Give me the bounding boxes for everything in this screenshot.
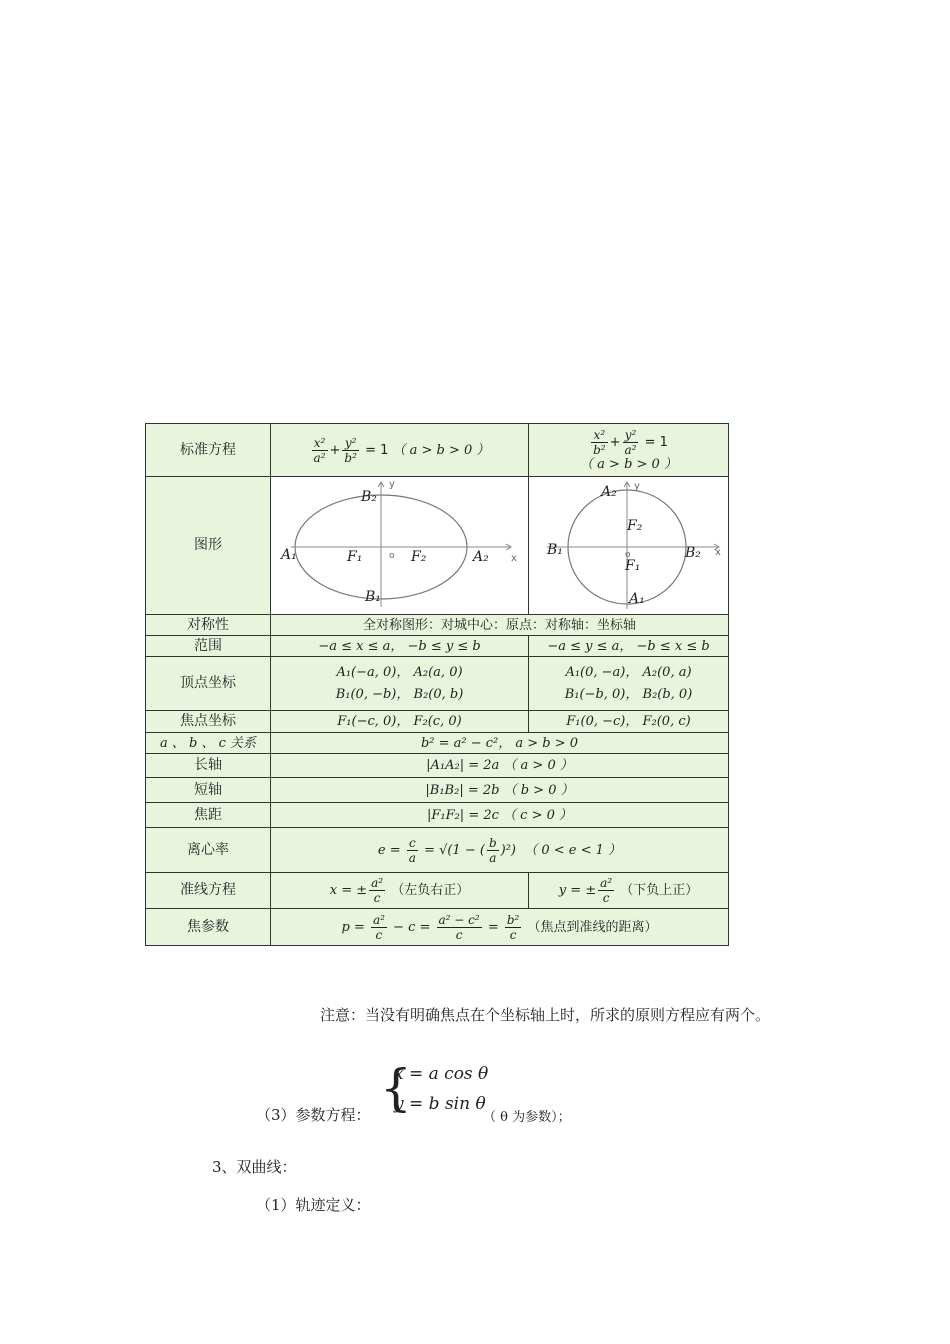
table-row (146, 803, 729, 828)
minor-axis-value: |B₁B₂| = 2b （ b > 0 ） (271, 778, 729, 803)
range-left: −a ≤ x ≤ a， −b ≤ y ≤ b (271, 636, 529, 657)
focus-label: F₁ (347, 549, 363, 565)
vertex-label: B₂ (685, 545, 701, 561)
table-row (146, 636, 729, 657)
param-eq-x: x = a cos θ (394, 1064, 489, 1084)
range-right: −a ≤ y ≤ a， −b ≤ x ≤ b (529, 636, 729, 657)
focus-label: F₁ (625, 558, 641, 574)
table-row (146, 733, 729, 754)
vertex-label: A₂ (601, 484, 617, 500)
param-note: （ θ 为参数）； (483, 1110, 571, 1125)
row-label: a 、 b 、 c 关系 (146, 733, 271, 754)
major-axis-value: |A₁A₂| = 2a （ a > 0 ） (271, 754, 729, 778)
horizontal-ellipse-graph (271, 477, 529, 615)
table-row (146, 477, 729, 615)
focus-label: F₂ (411, 549, 427, 565)
row-label: 范围 (146, 636, 271, 657)
param-label: （3）参数方程： (256, 1106, 371, 1124)
subsection-heading: （1）轨迹定义： (256, 1196, 371, 1214)
row-label: 焦点坐标 (146, 711, 271, 733)
vertex-label: A₁ (629, 591, 645, 607)
table-row (146, 778, 729, 803)
param-eq-y: y = b sin θ (394, 1094, 486, 1114)
row-label: 顶点坐标 (146, 657, 271, 711)
row-label: 焦距 (146, 803, 271, 828)
row-label: 标准方程 (146, 424, 271, 477)
focal-param-value: p = $\frac{\text{a²}}{c}$ − c = $\frac{\text{a² − c²}}{c}$ = $\frac{\text{b²}}{c}$ （焦点到准线的距离） (271, 909, 729, 946)
row-label: 离心率 (146, 828, 271, 873)
vertices-right: A₁(0, −a)， A₂(0, a) B₁(−b, 0)， B₂(b, 0) (529, 657, 729, 711)
row-label: 图形 (146, 477, 271, 615)
table-row (146, 711, 729, 733)
row-label: 准线方程 (146, 873, 271, 909)
ellipse-properties-table (145, 423, 729, 946)
x-axis-label: x (511, 553, 517, 564)
vertex-label: B₁ (365, 589, 381, 605)
table-row (146, 657, 729, 711)
row-label: 焦参数 (146, 909, 271, 946)
vertex-label: B₁ (547, 542, 563, 558)
directrix-left: x = ± $\frac{\text{a²}}{c}$ （左负右正） (271, 873, 529, 909)
table-row (146, 615, 729, 636)
standard-eq-left: $\frac{\text{x²}}{\text{a²}}$ + $\frac{\text{y²}}{\text{b²}}$ = 1 （ a > b > 0 ） (271, 424, 529, 477)
vertices-left: A₁(−a, 0)， A₂(a, 0) B₁(0, −b)， B₂(0, b) (271, 657, 529, 711)
y-axis-label: y (389, 479, 395, 490)
origin-label: o (625, 550, 631, 560)
focal-distance-value: |F₁F₂| = 2c （ c > 0 ） (271, 803, 729, 828)
vertex-label: A₁ (281, 547, 297, 563)
vertex-label: B₂ (361, 489, 377, 505)
section-heading: 3、双曲线： (212, 1158, 297, 1176)
vertical-ellipse-graph (529, 477, 729, 615)
symmetry-value: 全对称图形：对城中心：原点：对称轴：坐标轴 (271, 615, 729, 636)
directrix-right: y = ± $\frac{\text{a²}}{c}$ （下负上正） (529, 873, 729, 909)
y-axis-label: y (634, 481, 640, 492)
origin-label: o (389, 551, 395, 561)
relation-value: b² = a² − c²， a > b > 0 (271, 733, 729, 754)
x-axis-label: x (715, 547, 721, 558)
table-row (146, 424, 729, 477)
table-row (146, 909, 729, 946)
row-label: 短轴 (146, 778, 271, 803)
row-label: 长轴 (146, 754, 271, 778)
standard-eq-right: $\frac{\text{x²}}{\text{b²}}$ + $\frac{\text{y²}}{\text{a²}}$ = 1 （ a > b > 0 ） (529, 424, 729, 477)
table-row (146, 873, 729, 909)
table-row (146, 754, 729, 778)
focus-label: F₂ (627, 518, 643, 534)
vertex-label: A₂ (473, 549, 489, 565)
row-label: 对称性 (146, 615, 271, 636)
table-row (146, 828, 729, 873)
eccentricity-value: e = $\frac{c}{a}$ = √(1 − ( $\frac{b}{a}$ )²) （ 0 < e < 1 ） (271, 828, 729, 873)
foci-right: F₁(0, −c)， F₂(0, c) (529, 711, 729, 733)
note-text: 注意：当没有明确焦点在个坐标轴上时，所求的原则方程应有两个。 (320, 1006, 771, 1024)
brace-icon: { (380, 1059, 412, 1117)
foci-left: F₁(−c, 0)， F₂(c, 0) (271, 711, 529, 733)
